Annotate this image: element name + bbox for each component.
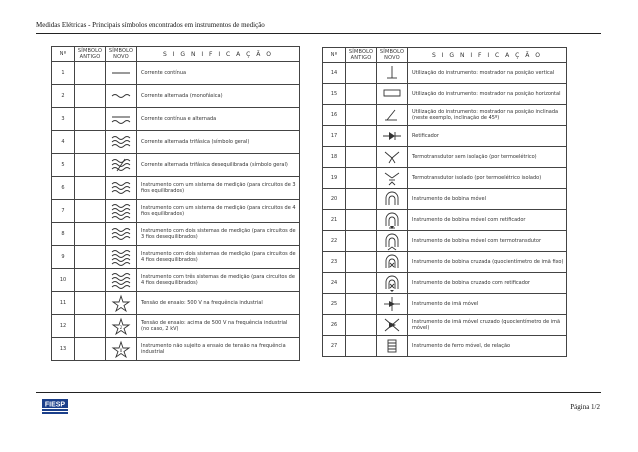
meaning-text: Corrente alternada trifásica (símbolo geral) [137,131,300,154]
meaning-text: Tensão de ensaio: acima de 500 V na frequência industrial (no caso, 2 kV) [137,315,300,338]
thermocouple-isolated-icon [377,168,408,189]
table-row [52,85,300,108]
table-row [52,338,300,361]
row-number: 24 [323,273,346,294]
row-number: 22 [323,231,346,252]
meaning-text: Instrumento de bobina móvel [408,189,567,210]
meaning-text: Instrumento com um sistema de medição (para circuitos de 4 fios equilibrados) [137,200,300,223]
row-number: 19 [323,168,346,189]
symbols-table-right [322,47,567,357]
old-symbol-cell [75,223,106,246]
two-system-4wire-icon [106,246,137,269]
one-system-4wire-icon [106,200,137,223]
row-number: 18 [323,147,346,168]
col-header-meaning: S I G N I F I C A Ç Ã O [408,48,567,63]
table-row [52,108,300,131]
table-row [52,315,300,338]
table-row [52,292,300,315]
star-2kv-icon [106,315,137,338]
row-number: 15 [323,84,346,105]
page-number: Página 1/2 [570,403,600,411]
old-symbol-cell [346,84,377,105]
thermocouple-icon [377,147,408,168]
footer-divider [36,392,601,393]
table-row [52,131,300,154]
old-symbol-cell [346,273,377,294]
meaning-text: Instrumento de bobina móvel com termotransdutor [408,231,567,252]
vertical-position-icon [377,63,408,84]
horizontal-position-icon [377,84,408,105]
table-row [323,126,567,147]
old-symbol-cell [75,246,106,269]
old-symbol-cell [75,292,106,315]
table-row [52,154,300,177]
row-number: 20 [323,189,346,210]
old-symbol-cell [346,210,377,231]
row-number: 16 [323,105,346,126]
meaning-text: Termotransdutor isolado (por termoelétrico isolado) [408,168,567,189]
meaning-text: Utilização do instrumento: mostrador na posição inclinada (neste exemplo, inclinação de 45º) [408,105,567,126]
row-number: 8 [52,223,75,246]
ac-dc-icon [106,108,137,131]
row-number: 21 [323,210,346,231]
three-phase-icon [106,131,137,154]
col-header-new-symbol: SÍMBOLO NOVO [377,48,408,63]
table-row [323,252,567,273]
old-symbol-cell [346,252,377,273]
row-number: 23 [323,252,346,273]
meaning-text: Utilização do instrumento: mostrador na posição vertical [408,63,567,84]
old-symbol-cell [346,294,377,315]
star-zero-icon [106,338,137,361]
table-row [323,63,567,84]
one-system-3wire-icon [106,177,137,200]
meaning-text: Corrente alternada (monofásica) [137,85,300,108]
row-number: 5 [52,154,75,177]
row-number: 2 [52,85,75,108]
table-row [52,177,300,200]
moving-coil-thermo-icon [377,231,408,252]
row-number: 4 [52,131,75,154]
old-symbol-cell [346,315,377,336]
row-number: 7 [52,200,75,223]
header-divider [36,33,601,34]
table-row [52,223,300,246]
svg-text:FIESP: FIESP [44,401,66,409]
meaning-text: Instrumento de bobina móvel com retificador [408,210,567,231]
moving-iron-icon [377,336,408,357]
row-number: 1 [52,62,75,85]
inclined-position-icon [377,105,408,126]
meaning-text: Instrumento com um sistema de medição (para circuitos de 3 fios equilibrados) [137,177,300,200]
row-number: 9 [52,246,75,269]
old-symbol-cell [75,62,106,85]
old-symbol-cell [346,63,377,84]
row-number: 25 [323,294,346,315]
row-number: 6 [52,177,75,200]
meaning-text: Instrumento não sujeito a ensaio de tensão na frequência industrial [137,338,300,361]
old-symbol-cell [346,105,377,126]
col-header-number: Nº [52,47,75,62]
table-row [323,336,567,357]
table-row [323,315,567,336]
old-symbol-cell [346,336,377,357]
meaning-text: Termotransdutor sem isolação (por termoelétrico) [408,147,567,168]
row-number: 26 [323,315,346,336]
meaning-text: Retificador [408,126,567,147]
col-header-meaning: S I G N I F I C A Ç Ã O [137,47,300,62]
moving-coil-rectifier-icon [377,210,408,231]
row-number: 3 [52,108,75,131]
crossed-coil-rectifier-icon [377,273,408,294]
old-symbol-cell [75,315,106,338]
rectifier-icon [377,126,408,147]
meaning-text: Instrumento de imã móvel [408,294,567,315]
old-symbol-cell [75,200,106,223]
row-number: 17 [323,126,346,147]
row-number: 10 [52,269,75,292]
row-number: 27 [323,336,346,357]
meaning-text: Tensão de ensaio: 500 V na frequência industrial [137,292,300,315]
meaning-text: Instrumento de bobina cruzada (quocientímetro de imã fixo) [408,252,567,273]
meaning-text: Corrente alternada trifásica desequilibrada (símbolo geral) [137,154,300,177]
crossed-magnet-icon [377,315,408,336]
three-system-4wire-icon [106,269,137,292]
svg-text:0: 0 [119,348,123,353]
three-phase-unbalanced-icon [106,154,137,177]
old-symbol-cell [75,85,106,108]
old-symbol-cell [75,177,106,200]
table-row [323,210,567,231]
table-row [323,189,567,210]
table-row [52,246,300,269]
moving-coil-icon [377,189,408,210]
table-row [52,269,300,292]
meaning-text: Instrumento com três sistemas de medição (para circuitos de 4 fios desequilibrados) [137,269,300,292]
two-system-3wire-icon [106,223,137,246]
table-row [52,200,300,223]
meaning-text: Instrumento com dois sistemas de medição (para circuitos de 3 fios desequilibrados) [137,223,300,246]
meaning-text: Corrente contínua e alternada [137,108,300,131]
table-row [323,168,567,189]
meaning-text: Instrumento de ferro móvel, de relação [408,336,567,357]
meaning-text: Instrumento de imã móvel cruzado (quocientímetro de imã móvel) [408,315,567,336]
fiesp-senai-logo [40,396,70,418]
col-header-old-symbol: SÍMBOLO ANTIGO [75,47,106,62]
col-header-new-symbol: SÍMBOLO NOVO [106,47,137,62]
page-header-title: Medidas Elétricas - Principais símbolos encontrados em instrumentos de medição [36,21,265,29]
table-row [323,84,567,105]
meaning-text: Instrumento de bobina cruzado com retificador [408,273,567,294]
dc-line-icon [106,62,137,85]
moving-magnet-icon [377,294,408,315]
old-symbol-cell [75,108,106,131]
table-row [323,294,567,315]
row-number: 13 [52,338,75,361]
old-symbol-cell [75,338,106,361]
meaning-text: Utilização do instrumento: mostrador na posição horizontal [408,84,567,105]
row-number: 12 [52,315,75,338]
meaning-text: Corrente contínua [137,62,300,85]
old-symbol-cell [75,154,106,177]
old-symbol-cell [346,147,377,168]
table-row [323,273,567,294]
meaning-text: Instrumento com dois sistemas de medição (para circuitos de 4 fios desequilibrados) [137,246,300,269]
table-row [323,147,567,168]
old-symbol-cell [75,131,106,154]
old-symbol-cell [346,126,377,147]
old-symbol-cell [346,231,377,252]
old-symbol-cell [346,189,377,210]
ac-wave-icon [106,85,137,108]
row-number: 14 [323,63,346,84]
col-header-number: Nº [323,48,346,63]
star-icon [106,292,137,315]
old-symbol-cell [346,168,377,189]
table-row [323,105,567,126]
old-symbol-cell [75,269,106,292]
symbols-table-left [51,46,300,361]
row-number: 11 [52,292,75,315]
crossed-coil-icon [377,252,408,273]
svg-text:2: 2 [119,325,123,330]
col-header-old-symbol: SÍMBOLO ANTIGO [346,48,377,63]
table-row [323,231,567,252]
table-row [52,62,300,85]
